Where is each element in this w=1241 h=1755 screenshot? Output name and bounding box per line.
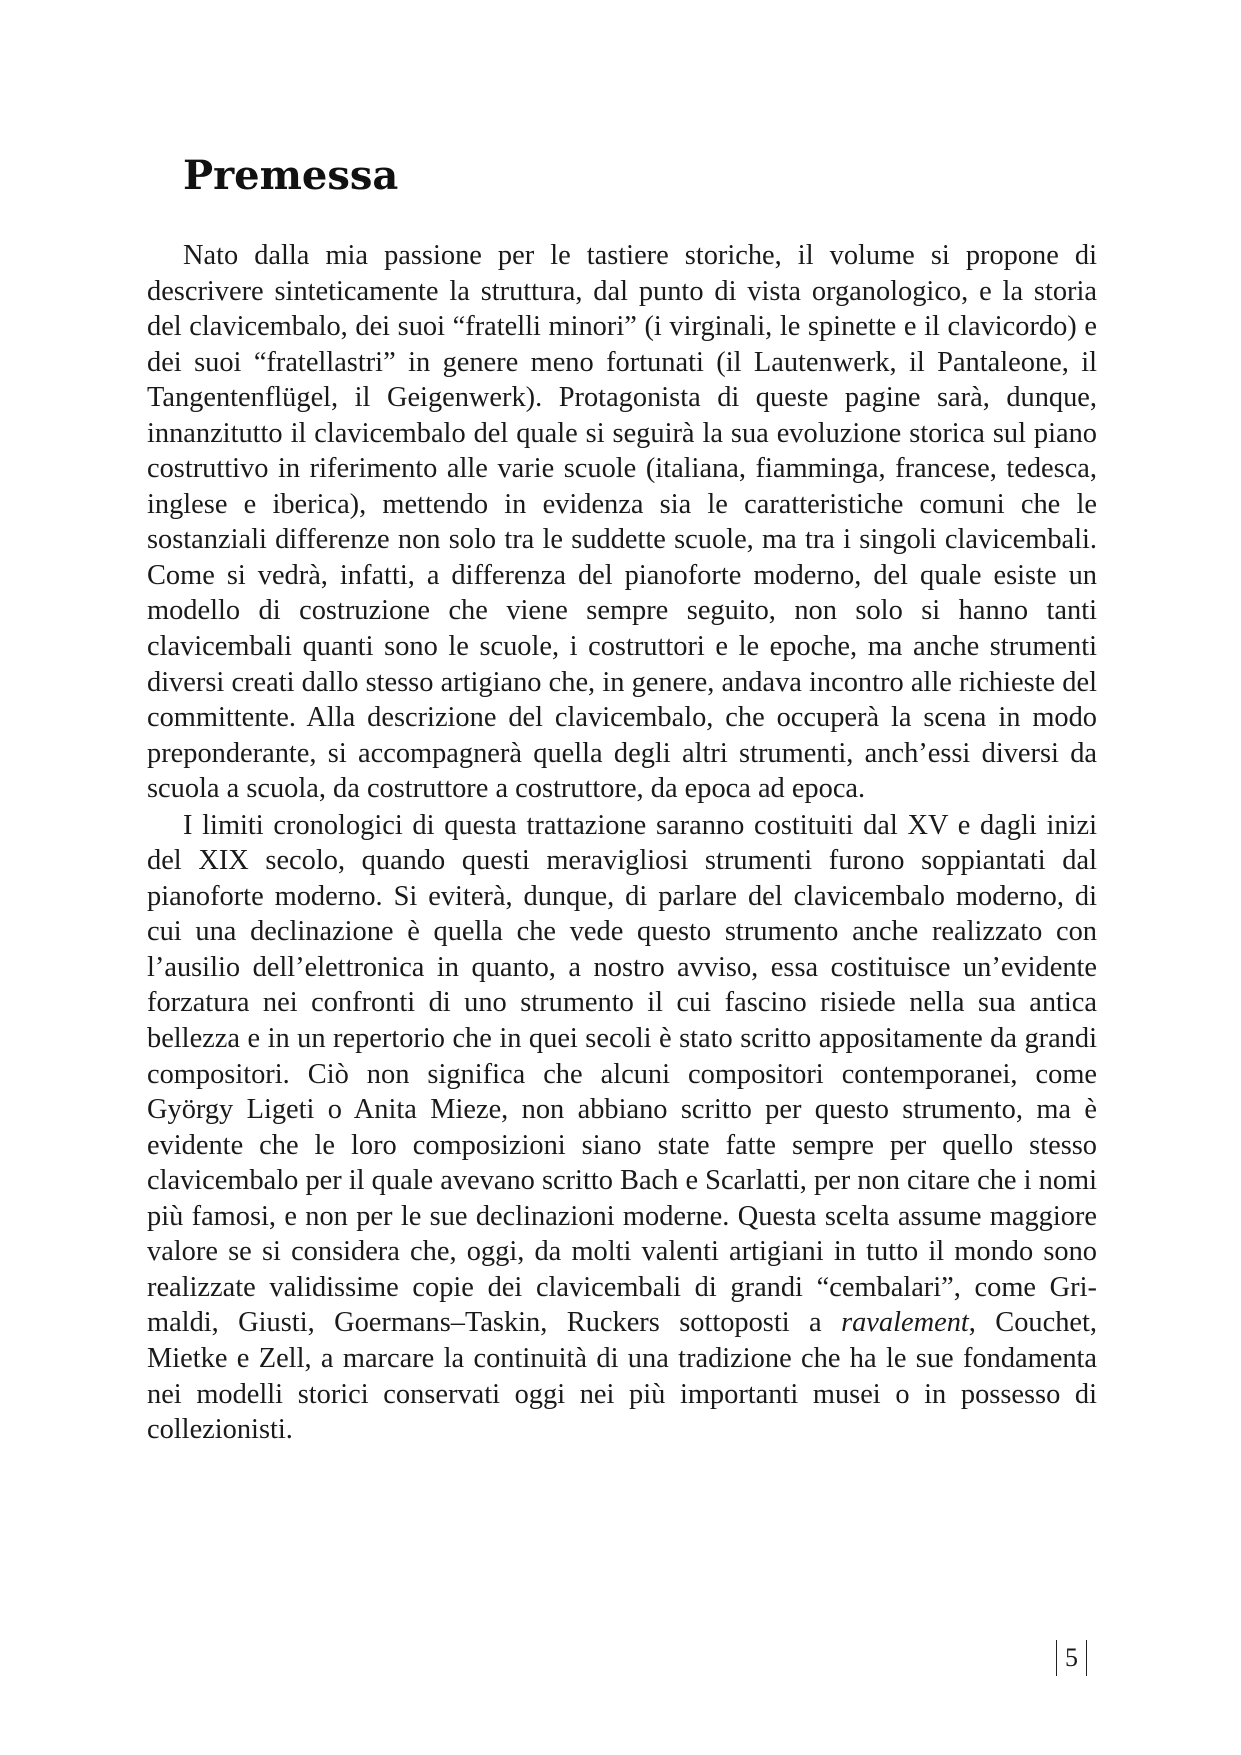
paragraph-2-text-after: , Couchet, Mietke e Zell, a marcare la continuità di una tradizione che ha le sue fondamenta nei modelli storici conservati oggi nei più importanti musei o in possesso di collezionisti. [147,1307,1098,1446]
body-text [147,238,1097,1448]
page-number: 5 [1056,1640,1087,1676]
paragraph-2-text-before: I limiti cronologici di questa trattazione saranno costituiti dal XV e dagli inizi del XIX secolo, quando questi meravigliosi strumenti furono soppiantati dal pianoforte moderno. Si eviterà, dunque, di parlare del clavicembalo moderno, di cui una declinazione è quella che vede questo strumento anche realizzato con l’ausilio dell’elettronica in quanto, a nostro avviso, essa costituisce un’evidente forzatura nei confronti di uno strumento il cui fascino risiede nella sua antica bellezza e in un repertorio che in quei secoli è stato scritto appositamente da grandi compositori. Ciò non significa che alcuni compositori contemporanei, come György Ligeti o Anita Mieze, non abbiano scritto per questo strumento, ma è evidente che le loro composizioni siano state fatte sempre per quello stesso clavicembalo per il quale avevano scritto Bach e Scarlatti, per non citare che i nomi più famosi, e non per le sue declinazioni moderne. Questa scelta assume maggiore valore se si considera che, oggi, da molti valenti artigiani in tutto il mondo sono realizzate validissime copie dei clavicembali di grandi “cembalari”, come Grimaldi, Giusti, Goermans–Taskin, Ruckers sottoposti a [147,809,1097,1339]
page-title: Premessa [183,152,399,199]
paragraph-2 [147,808,1097,1448]
paragraph-1: Nato dalla mia passione per le tastiere storiche, il volume si propone di descrivere sinteticamente la struttura, dal punto di vista organologico, e la storia del clavicembalo, dei suoi “fratelli minori” (i virginali, le spinette e il clavicordo) e dei suoi “fratellastri” in genere meno fortunati (il Lautenwerk, il Pantaleone, il Tangentenflügel, il Geigenwerk). Protagonista di queste pagine sarà, dunque, innanzitutto il clavicembalo del quale si seguirà la sua evoluzione storica sul piano costruttivo in riferimento alle varie scuole (italiana, fiamminga, francese, tedesca, inglese e iberica), mettendo in evidenza sia le caratteristiche comuni che le sostanziali differenze non solo tra le suddette scuole, ma tra i singoli clavicembali. Come si vedrà, infatti, a differenza del pianoforte moderno, del quale esiste un modello di costruzione che viene sempre seguito, non solo si hanno tanti clavicembali quanti sono le scuole, i costruttori e le epoche, ma anche strumenti diversi creati dallo stesso artigiano che, in genere, andava incontro alle richieste del committente. Alla descrizione del clavicembalo, che occuperà la scena in modo preponderante, si accompagnerà quella degli altri strumenti, anch’essi diversi da scuola a scuola, da costruttore a costruttore, da epoca ad epoca. [147,240,1097,805]
paragraph-2-emphasis: ravalement [841,1307,969,1339]
